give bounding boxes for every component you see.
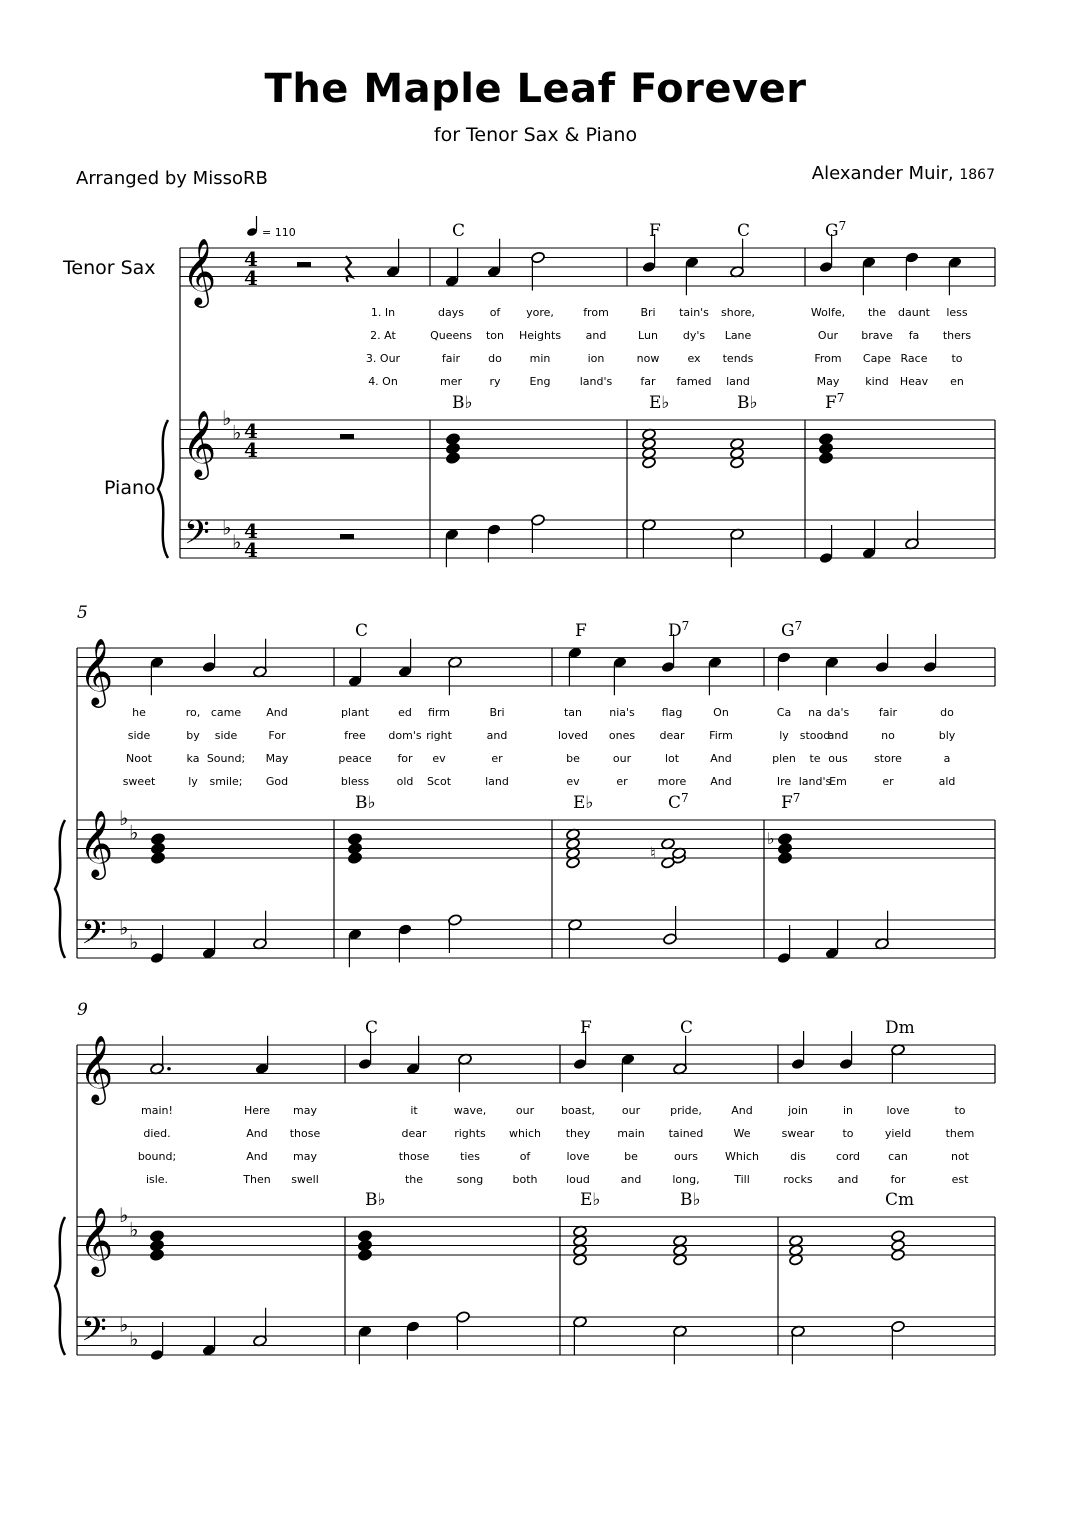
lyric-syllable: bound; — [137, 1150, 177, 1163]
lyric-syllable: swear — [781, 1127, 815, 1140]
chord-head — [358, 1230, 373, 1243]
lyric-syllable: no — [881, 729, 895, 742]
lyric-syllable: 2. At — [370, 329, 396, 342]
lyric-syllable: May — [265, 752, 289, 765]
lyric-syllable: Race — [900, 352, 928, 365]
lyric-syllable: rights — [454, 1127, 486, 1140]
lyric-syllable: loud — [566, 1173, 590, 1186]
lyric-syllable: right — [426, 729, 452, 742]
lyric-syllable: land — [485, 775, 509, 788]
lyric-syllable: brave — [861, 329, 893, 342]
key-signature-flat: ♭ — [129, 820, 139, 845]
lyric-syllable: side — [127, 729, 151, 742]
lyric-syllable: Eng — [529, 375, 551, 388]
lyric-syllable: by — [186, 729, 200, 742]
lyric-syllable: old — [396, 775, 414, 788]
lyric-syllable: be — [624, 1150, 638, 1163]
lyric-syllable: And — [266, 706, 288, 719]
lyric-syllable: song — [456, 1173, 484, 1186]
lyric-syllable: both — [512, 1173, 538, 1186]
treble-clef: 𝄞 — [182, 409, 217, 477]
lyric-syllable: now — [636, 352, 660, 365]
chord-symbol: C — [737, 221, 751, 241]
lyric-syllable: kind — [865, 375, 889, 388]
key-signature-flat: ♭ — [232, 529, 242, 554]
lyric-syllable: thers — [942, 329, 972, 342]
key-signature-flat: ♭ — [119, 1312, 129, 1337]
time-signature-top: 4 — [244, 247, 258, 271]
lyric-syllable: swell — [291, 1173, 319, 1186]
chord-symbol: $D^7$ — [668, 619, 690, 641]
lyric-syllable: Lane — [724, 329, 752, 342]
chord-head — [778, 833, 793, 846]
lyric-syllable: not — [950, 1150, 970, 1163]
lyric-syllable: flag — [661, 706, 683, 719]
lyric-syllable: for — [397, 752, 413, 765]
chord-symbol: B♭ — [737, 393, 758, 413]
lyric-syllable: And — [731, 1104, 753, 1117]
lyric-syllable: na — [808, 706, 822, 719]
lyric-syllable: and — [585, 329, 607, 342]
composer-name: Alexander Muir, — [811, 163, 954, 184]
lyric-syllable: our — [621, 1104, 641, 1117]
lyric-syllable: land's — [798, 775, 832, 788]
lyric-syllable: yield — [884, 1127, 912, 1140]
bass-clef: 𝄢 — [81, 914, 107, 960]
measure-number: 5 — [77, 603, 88, 623]
chord-symbol: Cm — [885, 1190, 915, 1210]
lyric-syllable: it — [410, 1104, 418, 1117]
lyric-syllable: er — [882, 775, 894, 788]
lyric-syllable: do — [488, 352, 502, 365]
chord-head — [348, 833, 363, 846]
chord-symbol: $G^7$ — [781, 619, 803, 641]
lyric-syllable: from — [583, 306, 609, 319]
lyric-syllable: land's — [579, 375, 613, 388]
key-signature-flat: ♭ — [129, 1326, 139, 1351]
lyric-syllable: join — [788, 1104, 808, 1117]
chord-symbol: E♭ — [573, 793, 594, 813]
lyric-syllable: On — [713, 706, 729, 719]
lyric-syllable: boast, — [561, 1104, 595, 1117]
lyric-syllable: smile; — [209, 775, 243, 788]
lyric-syllable: store — [874, 752, 902, 765]
chord-symbol: $G^7$ — [825, 219, 847, 241]
lyric-syllable: those — [398, 1150, 430, 1163]
lyric-syllable: fair — [878, 706, 898, 719]
lyric-syllable: 3. Our — [365, 352, 401, 365]
dot — [167, 1067, 171, 1071]
lyric-syllable: can — [888, 1150, 908, 1163]
lyric-syllable: came — [210, 706, 242, 719]
lyric-syllable: isle. — [145, 1173, 169, 1186]
lyric-syllable: ion — [587, 352, 605, 365]
lyric-syllable: ours — [674, 1150, 698, 1163]
treble-clef: 𝄞 — [79, 809, 114, 877]
chord-head — [151, 833, 166, 846]
lyric-syllable: te — [809, 752, 821, 765]
time-signature-top: 4 — [244, 519, 258, 543]
lyric-syllable: For — [268, 729, 286, 742]
chord-symbol: F — [580, 1018, 592, 1038]
chord-symbol: $F^7$ — [825, 391, 845, 413]
chord-head — [446, 433, 461, 446]
lyric-syllable: plen — [772, 752, 796, 765]
lyric-syllable: daunt — [898, 306, 930, 319]
lyric-syllable: love — [566, 1150, 590, 1163]
subtitle: for Tenor Sax & Piano — [433, 124, 638, 146]
chord-symbol: C — [365, 1018, 379, 1038]
lyric-syllable: those — [289, 1127, 321, 1140]
lyric-syllable: Ire — [776, 775, 792, 788]
lyric-syllable: loved — [557, 729, 589, 742]
lyric-syllable: Firm — [709, 729, 733, 742]
chord-symbol: B♭ — [680, 1190, 701, 1210]
chord-symbol: E♭ — [649, 393, 670, 413]
treble-clef: 𝄞 — [79, 1034, 114, 1102]
lyric-syllable: en — [950, 375, 964, 388]
lyric-syllable: est — [951, 1173, 969, 1186]
lyric-syllable: shore, — [721, 306, 755, 319]
lyric-syllable: And — [710, 752, 732, 765]
lyric-syllable: peace — [338, 752, 372, 765]
time-signature-bottom: 4 — [244, 438, 258, 462]
half-rest — [340, 434, 354, 439]
tempo-marking: = 110 — [262, 226, 296, 239]
lyric-syllable: for — [890, 1173, 906, 1186]
lyric-syllable: And — [710, 775, 732, 788]
time-signature-bottom: 4 — [244, 538, 258, 562]
measure-number: 9 — [77, 1000, 88, 1020]
accidental: ♭ — [767, 829, 775, 848]
lyric-syllable: dis — [790, 1150, 806, 1163]
lyric-syllable: lot — [664, 752, 680, 765]
lyric-syllable: land — [726, 375, 750, 388]
lyric-syllable: tan — [563, 706, 583, 719]
lyric-syllable: ly — [188, 775, 198, 788]
lyric-syllable: which — [508, 1127, 542, 1140]
time-signature-bottom: 4 — [244, 266, 258, 290]
lyric-syllable: May — [816, 375, 840, 388]
lyric-syllable: dear — [659, 729, 685, 742]
chord-symbol: C — [452, 221, 466, 241]
lyric-syllable: and — [837, 1173, 859, 1186]
lyric-syllable: Lun — [638, 329, 658, 342]
lyric-syllable: he — [132, 706, 146, 719]
lyric-syllable: far — [640, 375, 656, 388]
lyric-syllable: nia's — [609, 706, 635, 719]
lyric-syllable: From — [814, 352, 842, 365]
lyric-syllable: days — [438, 306, 464, 319]
lyric-syllable: ex — [687, 352, 701, 365]
lyric-syllable: may — [293, 1150, 317, 1163]
lyric-syllable: main! — [141, 1104, 173, 1117]
lyric-syllable: dom's — [388, 729, 422, 742]
instrument-label-piano: Piano — [104, 477, 156, 499]
lyric-syllable: fair — [441, 352, 461, 365]
lyric-syllable: Here — [243, 1104, 271, 1117]
lyric-syllable: ous — [828, 752, 848, 765]
lyric-syllable: stood — [799, 729, 831, 742]
lyric-syllable: Bri — [489, 706, 505, 719]
lyric-syllable: ton — [485, 329, 505, 342]
lyric-syllable: side — [214, 729, 238, 742]
arranger-credit: Arranged by MissoRB — [76, 168, 268, 189]
lyric-syllable: ly — [779, 729, 789, 742]
lyric-syllable: er — [491, 752, 503, 765]
page-title: The Maple Leaf Forever — [264, 66, 807, 112]
lyric-syllable: of — [489, 306, 501, 319]
lyric-syllable: sweet — [122, 775, 156, 788]
lyric-syllable: free — [344, 729, 366, 742]
chord-symbol: $C^7$ — [668, 791, 689, 813]
lyric-syllable: Bri — [640, 306, 656, 319]
lyric-syllable: er — [616, 775, 628, 788]
chord-symbol: B♭ — [452, 393, 473, 413]
chord-head — [891, 1230, 906, 1243]
lyric-syllable: died. — [143, 1127, 171, 1140]
lyric-syllable: tain's — [679, 306, 709, 319]
lyric-syllable: the — [867, 306, 887, 319]
lyric-syllable: tained — [668, 1127, 704, 1140]
lyric-syllable: and — [486, 729, 508, 742]
lyric-syllable: Ca — [776, 706, 792, 719]
bass-clef: 𝄢 — [81, 1311, 107, 1357]
lyric-syllable: them — [945, 1127, 975, 1140]
lyric-syllable: Sound; — [206, 752, 246, 765]
lyric-syllable: ka — [186, 752, 200, 765]
lyric-syllable: to — [954, 1104, 966, 1117]
lyric-syllable: Cape — [862, 352, 892, 365]
lyric-syllable: And — [246, 1150, 268, 1163]
time-signature-top: 4 — [244, 419, 258, 443]
lyric-syllable: pride, — [670, 1104, 702, 1117]
lyric-syllable: a — [943, 752, 951, 765]
half-rest — [340, 534, 354, 539]
lyric-syllable: 1. In — [370, 306, 396, 319]
chord-symbol: C — [355, 621, 369, 641]
piano-brace — [158, 420, 168, 558]
lyric-syllable: min — [529, 352, 551, 365]
lyric-syllable: famed — [676, 375, 712, 388]
lyric-syllable: ev — [566, 775, 580, 788]
lyric-syllable: and — [620, 1173, 642, 1186]
lyric-syllable: Queens — [430, 329, 472, 342]
lyric-syllable: Which — [725, 1150, 759, 1163]
treble-clef: 𝄞 — [182, 237, 217, 305]
lyric-syllable: love — [886, 1104, 910, 1117]
key-signature-flat: ♭ — [119, 915, 129, 940]
lyric-syllable: ry — [489, 375, 501, 388]
lyric-syllable: yore, — [526, 306, 554, 319]
lyric-syllable: bly — [938, 729, 956, 742]
lyric-syllable: our — [612, 752, 632, 765]
lyric-syllable: We — [733, 1127, 751, 1140]
lyric-syllable: Em — [829, 775, 847, 788]
chord-symbol: F — [575, 621, 587, 641]
lyric-syllable: the — [404, 1173, 424, 1186]
lyric-syllable: dy's — [682, 329, 706, 342]
lyric-syllable: our — [515, 1104, 535, 1117]
lyric-syllable: Wolfe, — [810, 306, 846, 319]
lyric-syllable: Heav — [899, 375, 929, 388]
composer-year: 1867 — [959, 167, 995, 183]
key-signature-flat: ♭ — [222, 406, 232, 430]
lyric-syllable: ones — [608, 729, 636, 742]
piano-brace — [55, 1217, 65, 1355]
treble-clef: 𝄞 — [79, 1206, 114, 1274]
lyric-syllable: more — [657, 775, 687, 788]
half-rest — [297, 262, 311, 267]
chord-symbol: B♭ — [355, 793, 376, 813]
accidental: ♮ — [650, 843, 656, 863]
lyric-syllable: to — [951, 352, 963, 365]
key-signature-flat: ♭ — [232, 420, 242, 445]
key-signature-flat: ♭ — [129, 1217, 139, 1242]
lyric-syllable: less — [946, 306, 968, 319]
lyric-syllable: long, — [672, 1173, 700, 1186]
chord-symbol: $F^7$ — [781, 791, 801, 813]
lyric-syllable: tends — [722, 352, 754, 365]
lyric-syllable: main — [617, 1127, 645, 1140]
quarter-rest — [346, 256, 352, 282]
chord-symbol: C — [680, 1018, 694, 1038]
lyric-syllable: they — [565, 1127, 591, 1140]
instrument-label-sax: Tenor Sax — [63, 257, 156, 279]
key-signature-flat: ♭ — [222, 515, 232, 540]
lyric-syllable: wave, — [453, 1104, 487, 1117]
lyric-syllable: cord — [835, 1150, 861, 1163]
lyric-syllable: be — [566, 752, 580, 765]
lyric-syllable: of — [519, 1150, 531, 1163]
chord-symbol: E♭ — [580, 1190, 601, 1210]
lyric-syllable: mer — [439, 375, 463, 388]
lyric-syllable: to — [842, 1127, 854, 1140]
lyric-syllable: firm — [428, 706, 450, 719]
piano-brace — [55, 820, 65, 958]
lyric-syllable: do — [940, 706, 954, 719]
chord-symbol: F — [649, 221, 661, 241]
lyric-syllable: ed — [398, 706, 412, 719]
chord-head — [819, 433, 834, 446]
lyric-syllable: bless — [340, 775, 370, 788]
lyric-syllable: fa — [908, 329, 920, 342]
lyric-syllable: ties — [460, 1150, 480, 1163]
lyric-syllable: and — [827, 729, 849, 742]
lyric-syllable: da's — [826, 706, 850, 719]
key-signature-flat: ♭ — [119, 1203, 129, 1227]
lyric-syllable: Noot — [125, 752, 153, 765]
chord-symbol: Dm — [885, 1018, 915, 1038]
lyric-syllable: plant — [340, 706, 370, 719]
lyric-syllable: Heights — [518, 329, 562, 342]
lyric-syllable: ro, — [185, 706, 201, 719]
lyric-syllable: Scot — [426, 775, 452, 788]
lyric-syllable: rocks — [783, 1173, 813, 1186]
lyric-syllable: Till — [734, 1173, 750, 1186]
lyric-syllable: God — [265, 775, 289, 788]
bass-clef: 𝄢 — [184, 514, 210, 560]
key-signature-flat: ♭ — [129, 929, 139, 954]
chord-head — [150, 1230, 165, 1243]
lyric-syllable: ald — [938, 775, 956, 788]
lyric-syllable: 4. On — [368, 375, 398, 388]
treble-clef: 𝄞 — [79, 637, 114, 705]
lyric-syllable: And — [246, 1127, 268, 1140]
key-signature-flat: ♭ — [119, 806, 129, 830]
lyric-syllable: dear — [401, 1127, 427, 1140]
chord-symbol: B♭ — [365, 1190, 386, 1210]
lyric-syllable: Our — [817, 329, 839, 342]
lyric-syllable: may — [293, 1104, 317, 1117]
lyric-syllable: ev — [432, 752, 446, 765]
lyric-syllable: Then — [243, 1173, 271, 1186]
lyric-syllable: in — [842, 1104, 854, 1117]
